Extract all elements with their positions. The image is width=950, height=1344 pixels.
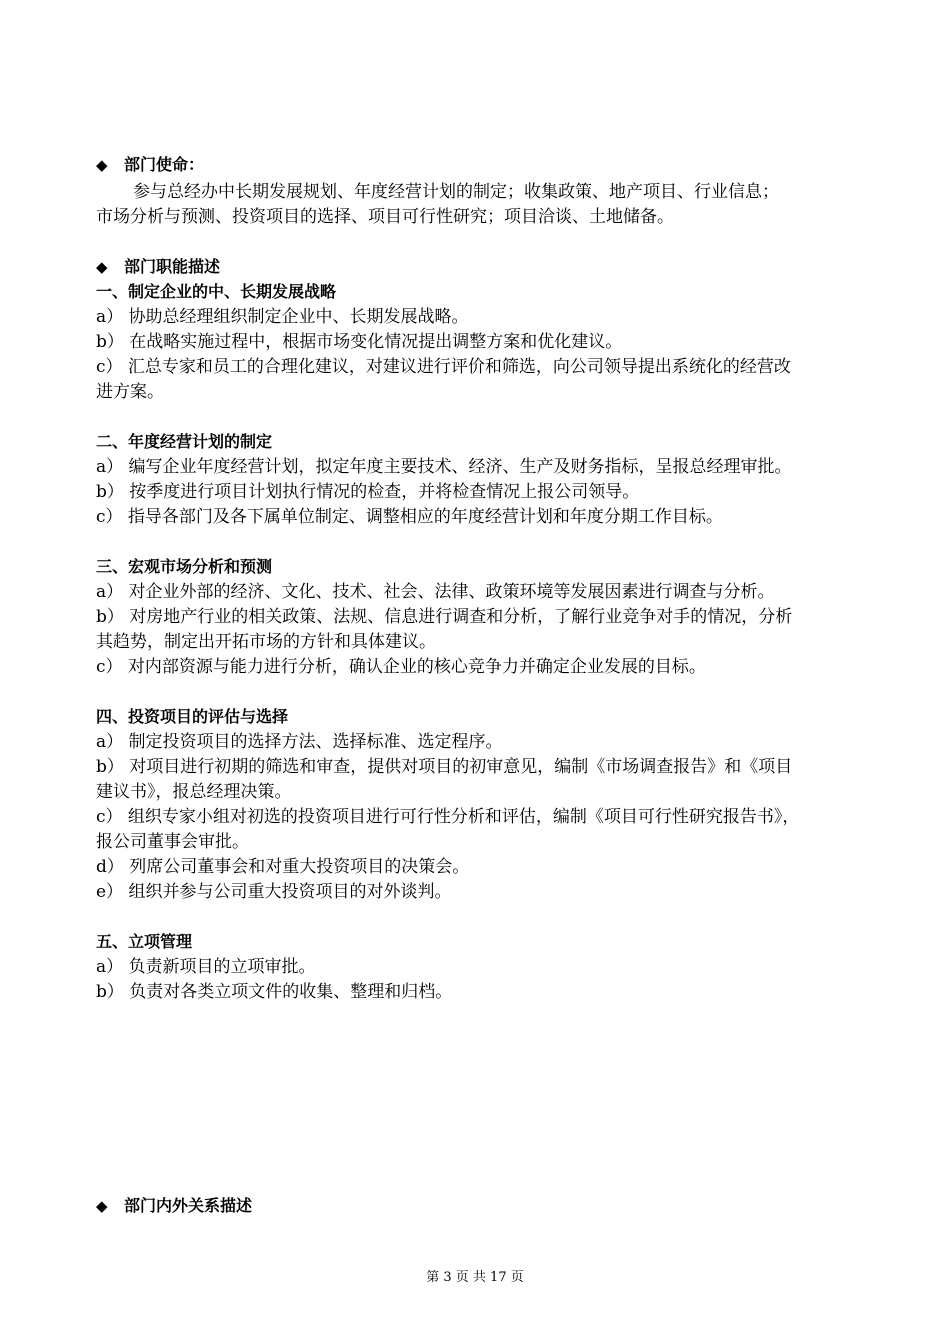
function-item: a） 制定投资项目的选择方法、选择标准、选定程序。 [96, 732, 503, 752]
mission-line: 市场分析与预测、投资项目的选择、项目可行性研究；项目洽谈、土地储备。 [96, 207, 674, 227]
function-item: b） 负责对各类立项文件的收集、整理和归档。 [96, 982, 453, 1002]
function-item: c） 组织专家小组对初选的投资项目进行可行性分析和评估，编制《项目可行性研究报告书》， [96, 807, 800, 827]
function-item: 建议书》，报总经理决策。 [96, 782, 292, 802]
function-item: c） 指导各部门及各下属单位制定、调整相应的年度经营计划和年度分期工作目标。 [96, 507, 723, 527]
diamond-bullet-icon: ◆ [96, 258, 108, 276]
relations-title: 部门内外关系描述 [124, 1196, 253, 1215]
function-item: c） 对内部资源与能力进行分析，确认企业的核心竞争力并确定企业发展的目标。 [96, 657, 706, 677]
function-item: d） 列席公司董事会和对重大投资项目的决策会。 [96, 857, 470, 877]
mission-title: 部门使命： [124, 155, 205, 174]
section-heading: 五、立项管理 [96, 932, 193, 951]
section-heading: 四、投资项目的评估与选择 [96, 707, 289, 726]
section-heading: 二、年度经营计划的制定 [96, 432, 273, 451]
functions-heading [96, 255, 220, 279]
function-item: e） 组织并参与公司重大投资项目的对外谈判。 [96, 882, 452, 902]
mission-heading [96, 153, 204, 177]
diamond-bullet-icon: ◆ [96, 1197, 108, 1215]
mission-line: 参与总经办中长期发展规划、年度经营计划的制定；收集政策、地产项目、行业信息； [133, 182, 779, 202]
function-item: b） 对项目进行初期的筛选和审查，提供对项目的初审意见，编制《市场调查报告》和《项目 [96, 757, 793, 777]
section-heading: 三、宏观市场分析和预测 [96, 557, 273, 576]
diamond-bullet-icon: ◆ [96, 156, 108, 174]
function-item: 报公司董事会审批。 [96, 832, 249, 852]
function-item: b） 对房地产行业的相关政策、法规、信息进行调查和分析，了解行业竞争对手的情况，分析 [96, 607, 793, 627]
relations-heading [96, 1194, 252, 1218]
function-item: a） 对企业外部的经济、文化、技术、社会、法律、政策环境等发展因素进行调查与分析。 [96, 582, 775, 602]
function-item: 进方案。 [96, 382, 164, 402]
page-number-footer: 第 3 页 共 17 页 [426, 1270, 524, 1285]
function-item: a） 协助总经理组织制定企业中、长期发展战略。 [96, 307, 469, 327]
function-item: 其趋势，制定出开拓市场的方针和具体建议。 [96, 632, 436, 652]
function-item: a） 负责新项目的立项审批。 [96, 957, 316, 977]
function-item: b） 按季度进行项目计划执行情况的检查，并将检查情况上报公司领导。 [96, 482, 640, 502]
functions-title: 部门职能描述 [124, 257, 221, 276]
function-item: a） 编写企业年度经营计划，拟定年度主要技术、经济、生产及财务指标，呈报总经理审批。 [96, 457, 792, 477]
function-item: b） 在战略实施过程中，根据市场变化情况提出调整方案和优化建议。 [96, 332, 623, 352]
function-item: c） 汇总专家和员工的合理化建议，对建议进行评价和筛选，向公司领导提出系统化的经营改 [96, 357, 791, 377]
section-heading: 一、制定企业的中、长期发展战略 [96, 282, 337, 301]
